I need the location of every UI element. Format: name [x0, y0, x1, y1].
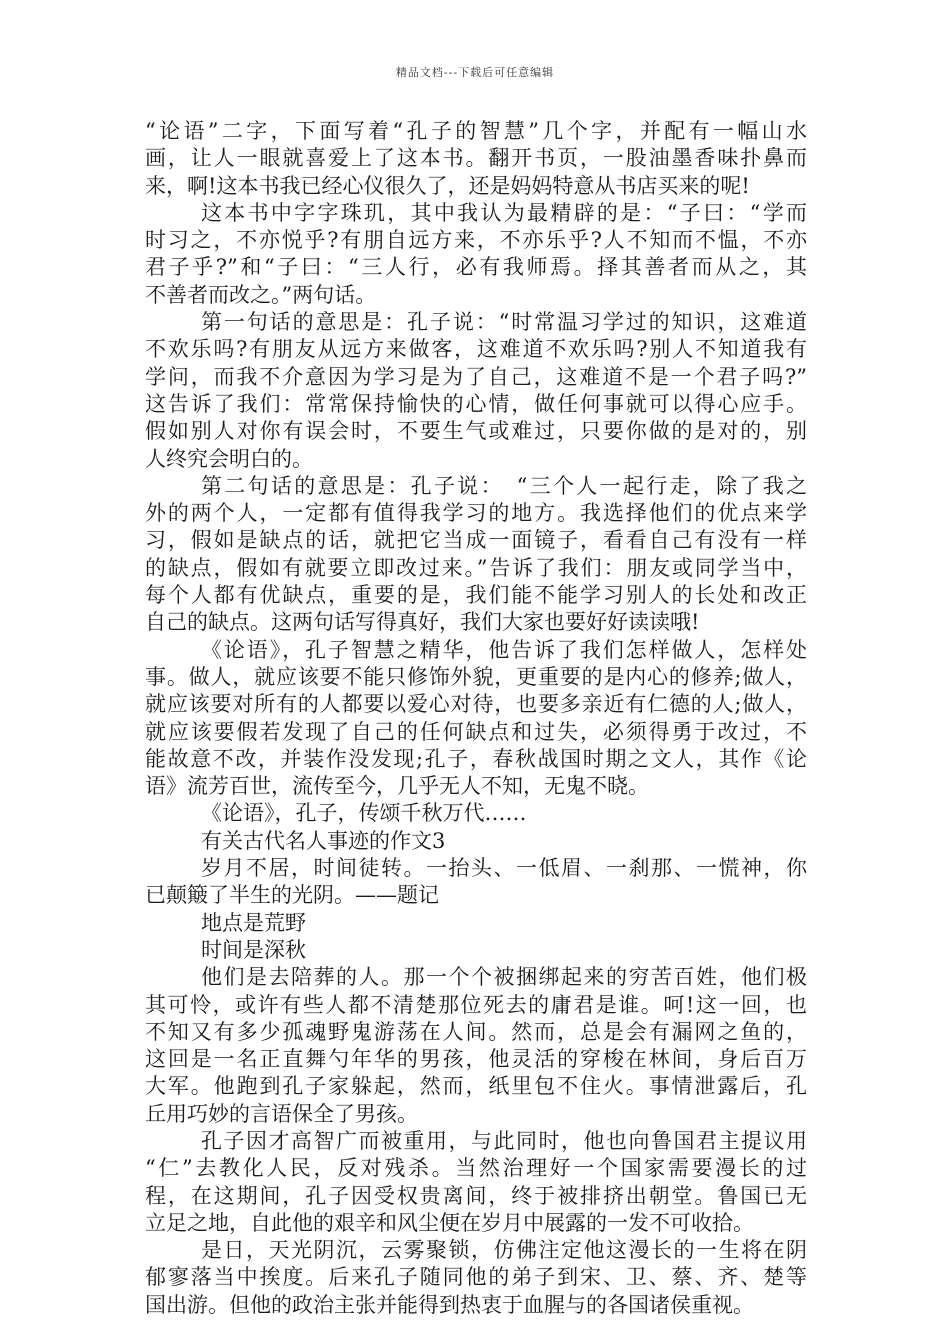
text-line: 外的两个人，一定都有值得我学习的地方。我选择他们的优点来学	[145, 501, 807, 526]
text-line: 来，啊!这本书我已经心仪很久了，还是妈妈特意从书店买来的呢!	[145, 173, 750, 198]
text-line: 第二句话的意思是：孔子说： “三个人一起行走，除了我之	[201, 473, 807, 498]
text-line: 第一句话的意思是：孔子说：“时常温习学过的知识，这难道	[201, 310, 807, 335]
document-body	[145, 118, 807, 1319]
text-line: 程，在这期间，孔子因受权贵离间，终于被排挤出朝堂。鲁国已无	[145, 1183, 807, 1208]
text-line: 他们是去陪葬的人。那一个个被捆绑起来的穷苦百姓，他们极	[201, 965, 807, 990]
text-line: “仁”去教化人民，反对残杀。当然治理好一个国家需要漫长的过	[145, 1156, 807, 1181]
text-line: 岁月不居，时间徒转。一抬头、一低眉、一刹那、一慌神，你	[201, 856, 807, 881]
text-line: “论语”二字，下面写着“孔子的智慧”几个字，并配有一幅山水	[145, 119, 807, 143]
text-line: 语》流芳百世，流传至今，几乎无人不知，无鬼不晓。	[145, 774, 649, 799]
text-line: 立足之地，自此他的艰辛和风尘便在岁月中展露的一发不可收拾。	[145, 1210, 754, 1235]
page-header: 精品文档---下载后可任意编辑	[395, 66, 555, 79]
text-line: 能故意不改，并装作没发现;孔子，春秋战国时期之文人，其作《论	[145, 746, 807, 771]
text-line: 就应该要假若发现了自己的任何缺点和过失，必须得勇于改过，不	[145, 719, 807, 744]
text-line: 地点是荒野	[201, 910, 306, 935]
text-line: 这回是一名正直舞勺年华的男孩，他灵活的穿梭在林间，身后百万	[145, 1047, 807, 1072]
text-line: 孔子因才高智广而被重用，与此同时，他也向鲁国君主提议用	[201, 1128, 807, 1153]
text-line: 《论语》，孔子，传颂千秋万代……	[201, 801, 527, 826]
text-line: 这本书中字字珠玑，其中我认为最精辟的是：“子曰：“学而	[201, 200, 807, 225]
text-line: 这告诉了我们：常常保持愉快的心情，做任何事就可以得心应手。	[145, 391, 807, 416]
text-line: 不欢乐吗?有朋友从远方来做客，这难道不欢乐吗?别人不知道我有	[145, 337, 807, 362]
text-line: 是日，天光阴沉，云雾聚锁，仿佛注定他这漫长的一生将在阴	[201, 1238, 807, 1263]
text-line: 假如别人对你有误会时，不要生气或难过，只要你做的是对的，别	[145, 419, 807, 444]
text-line: 时习之，不亦悦乎?有朋自远方来，不亦乐乎?人不知而不愠，不亦	[145, 228, 807, 253]
text-line: 时间是深秋	[201, 937, 306, 962]
text-line: 习，假如是缺点的话，就把它当成一面镜子，看看自己有没有一样	[145, 528, 807, 553]
text-line: 事。做人，就应该要不能只修饰外貌，更重要的是内心的修养;做人，	[145, 664, 807, 689]
text-line: 大军。他跑到孔子家躲起，然而，纸里包不住火。事情泄露后，孔	[145, 1074, 807, 1099]
text-line: 郁寥落当中挨度。后来孔子随同他的弟子到宋、卫、蔡、齐、楚等	[145, 1265, 807, 1290]
text-line: 的缺点，假如有就要立即改过来。”告诉了我们：朋友或同学当中，	[145, 555, 807, 580]
text-line: 自己的缺点。这两句话写得真好，我们大家也要好好读读哦!	[145, 610, 700, 635]
text-line: 不善者而改之。”两句话。	[145, 282, 377, 307]
text-line: 就应该要对所有的人都要以爱心对待，也要多亲近有仁德的人;做人，	[145, 692, 807, 717]
text-line: 不知又有多少孤魂野鬼游荡在人间。然而，总是会有漏网之鱼的，	[145, 1019, 807, 1044]
text-line: 《论语》，孔子智慧之精华，他告诉了我们怎样做人，怎样处	[201, 637, 807, 662]
text-line: 丘用巧妙的言语保全了男孩。	[145, 1101, 418, 1126]
text-line: 国出游。但他的政治主张并能得到热衷于血腥与的各国诸侯重视。	[145, 1292, 754, 1317]
text-line: 已颠簸了半生的光阴。——题记	[145, 883, 439, 908]
text-line: 有关古代名人事迹的作文3	[201, 828, 446, 853]
text-line: 学问，而我不介意因为学习是为了自己，这难道不是一个君子吗?”	[145, 364, 807, 389]
text-line: 人终究会明白的。	[145, 446, 313, 471]
text-line: 君子乎?”和“子曰：“三人行，必有我师焉。择其善者而从之，其	[145, 255, 807, 280]
text-line: 其可怜，或许有些人都不清楚那位死去的庸君是谁。呵!这一回，也	[145, 992, 807, 1017]
text-line: 画，让人一眼就喜爱上了这本书。翻开书页，一股油墨香味扑鼻而	[145, 146, 807, 171]
text-line: 每个人都有优缺点，重要的是，我们能不能学习别人的长处和改正	[145, 583, 807, 608]
